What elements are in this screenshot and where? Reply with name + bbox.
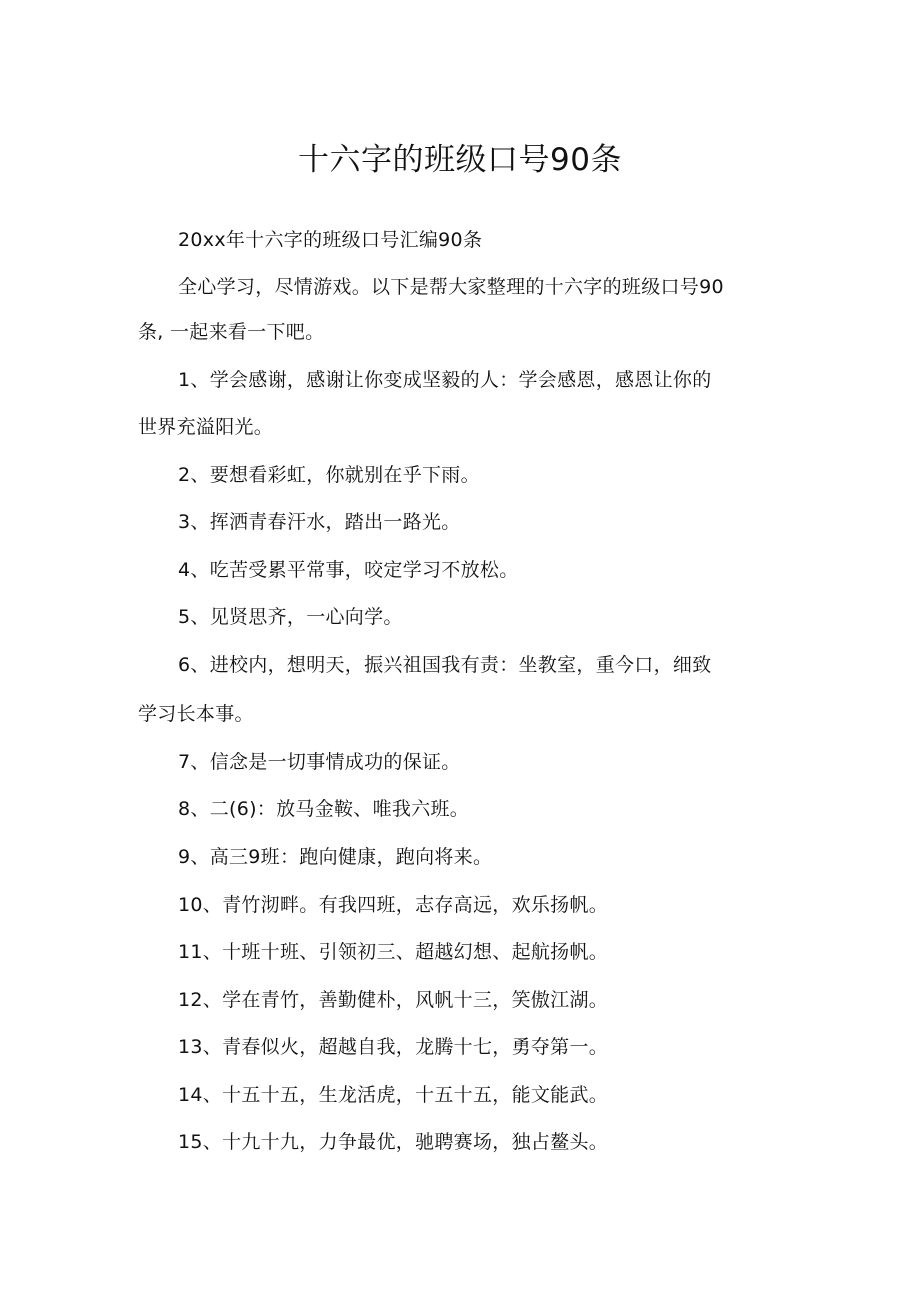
list-item-5: 5、见贤思齐，一心向学。 bbox=[178, 606, 403, 628]
list-item-14: 14、十五十五，生龙活虎，十五十五，能文能武。 bbox=[178, 1084, 609, 1106]
list-item-1-line-1: 1、学会感谢，感谢让你变成坚毅的人：学会感恩，感恩让你的 bbox=[178, 369, 712, 391]
list-item-4: 4、吃苦受累平常事，咬定学习不放松。 bbox=[178, 559, 519, 581]
list-item-15: 15、十九十九，力争最优，驰聘赛场，独占鳌头。 bbox=[178, 1131, 609, 1153]
list-item-9: 9、高三9班：跑向健康，跑向将来。 bbox=[178, 846, 493, 868]
list-item-2: 2、要想看彩虹，你就别在乎下雨。 bbox=[178, 464, 480, 486]
list-item-10: 10、青竹沏畔。有我四班，志存高远，欢乐扬帆。 bbox=[178, 894, 609, 916]
list-item-6-line-2: 学习长本事。 bbox=[138, 703, 254, 725]
intro-line-2: 条, 一起来看一下吧。 bbox=[138, 321, 325, 343]
list-item-7: 7、信念是一切事情成功的保证。 bbox=[178, 751, 461, 773]
list-item-6-line-1: 6、进校内，想明天，振兴祖国我有责：坐教室，重今口，细致 bbox=[178, 654, 712, 676]
intro-line-1: 全心学习，尽情游戏。以下是帮大家整理的十六字的班级口号90 bbox=[178, 276, 724, 298]
list-item-3: 3、挥洒青春汗水，踏出一路光。 bbox=[178, 511, 461, 533]
list-item-13: 13、青春似火，超越自我，龙腾十七，勇夺第一。 bbox=[178, 1036, 609, 1058]
list-item-8: 8、二(6)：放马金鞍、唯我六班。 bbox=[178, 798, 470, 820]
list-item-1-line-2: 世界充溢阳光。 bbox=[138, 416, 274, 438]
list-item-12: 12、学在青竹，善勤健朴，风帆十三，笑傲江湖。 bbox=[178, 989, 609, 1011]
list-item-11: 11、十班十班、引领初三、超越幻想、起航扬帆。 bbox=[178, 941, 609, 963]
document-subtitle: 20xx年十六字的班级口号汇编90条 bbox=[178, 229, 483, 251]
document-title: 十六字的班级口号90条 bbox=[298, 142, 622, 178]
